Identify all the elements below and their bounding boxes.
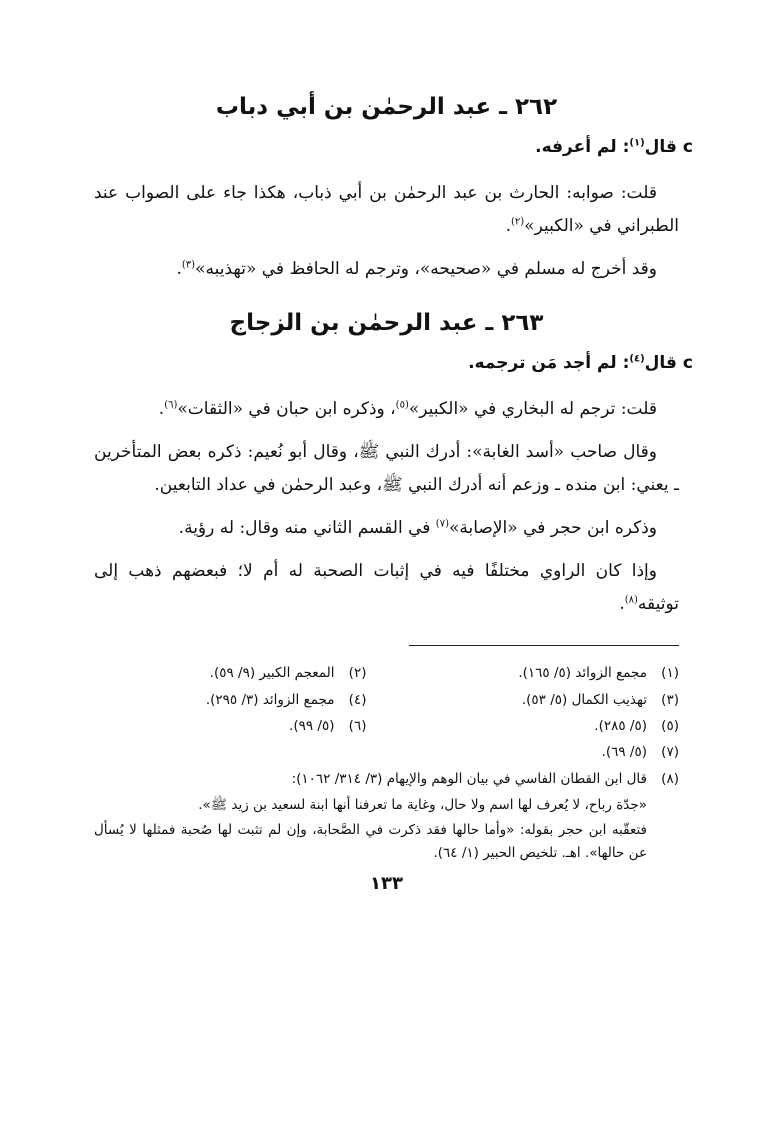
quoted-statement-262	[94, 135, 693, 161]
footnotes	[94, 660, 679, 864]
quoted-statement-263	[94, 351, 693, 377]
footnote-3: (٣) تهذيب الكمال (٥/ ٥٣).	[521, 691, 679, 708]
footnote-ref: (٧)	[435, 518, 449, 530]
quote-text: : لم أعرفه.	[535, 137, 630, 158]
paragraph: وذكره ابن حجر في «الإصابة»$^{(٧)}$ في القسم الثاني منه وقال: له رؤية.	[178, 517, 657, 538]
paragraph: قلت: ترجم له البخاري في «الكبير»$^{(٥)}$، وذكره ابن حبان في «الثقات»$^{(٦)}$.	[158, 398, 657, 419]
entry-title-263: ٢٦٣ ـ عبد الرحمٰن بن الزجاج	[229, 309, 544, 336]
footnote-8: (٨) قال ابن القطان الفاسي في بيان الوهم والإيهام (٣/ ٣١٤/ ١٠٦٢): «جدّة رباح، لا يُعرف لها اسم ولا حال، وغاية ما تعرفنا أنها ابنة لسعيد بن زيد ﷺ». فتعقّبه ابن حجر بقوله: «وأما حالها فقد ذكرت في الصَّحابة، وإن لم تثبت لها صُحبة فمثلها لا يُسأل عن حالها». اهـ. تلخيص الحبير (١/ ٦٤).	[94, 770, 679, 861]
quote-label: قال	[644, 353, 677, 374]
footnote-6: (٦) (٥/ ٩٩).	[289, 717, 367, 734]
paragraph: وقد أخرج له مسلم في «صحيحه»، وترجم له الحافظ في «تهذيبه»$^{(٣)}$.	[176, 258, 657, 279]
footnote-1: (١) مجمع الزوائد (٥/ ١٦٥).	[518, 665, 679, 682]
quote-text: : لم أجد مَن ترجمه.	[468, 353, 630, 374]
footnote-7: (٧) (٥/ ٦٩).	[601, 744, 679, 761]
footnote-divider	[409, 645, 679, 646]
quote-label: قال	[644, 137, 677, 158]
paragraph: وإذا كان الراوي مختلفًا فيه في إثبات الصحبة له أم لا؛ فبعضهم ذهب إلى توثيقه$^{(٨)}$.	[94, 561, 679, 615]
bullet-mark: c	[682, 353, 693, 374]
footnote-ref: (٦)	[164, 398, 178, 410]
paragraph: قلت: صوابه: الحارث بن عبد الرحمٰن بن أبي ذباب، هكذا جاء على الصواب عند الطبراني في «الكبير»$^{(٢)}$.	[94, 182, 679, 236]
paragraph: وقال صاحب «أسد الغابة»: أدرك النبي ﷺ، وقال أبو نُعيم: ذكره بعض المتأخرين ـ يعني: ابن منده ـ وزعم أنه أدرك النبي ﷺ، وعبد الرحمٰن في عداد التابعين.	[94, 441, 679, 495]
bullet-mark: c	[682, 137, 693, 158]
footnote-4: (٤) مجمع الزوائد (٣/ ٢٩٥).	[205, 691, 367, 708]
footnote-5: (٥) (٥/ ٢٨٥).	[594, 717, 679, 734]
entry-title-262: ٢٦٢ ـ عبد الرحمٰن بن أبي دباب	[215, 94, 558, 120]
page-number: ١٣٣	[370, 872, 403, 894]
footnote-ref: (٣)	[181, 259, 196, 271]
footnote-ref: (٨)	[624, 594, 638, 606]
footnote-ref: (٥)	[395, 398, 409, 410]
footnote-ref: (١)	[629, 137, 645, 149]
footnote-ref: (٢)	[510, 216, 525, 228]
footnote-ref: (٤)	[629, 353, 645, 365]
footnote-2: (٢) المعجم الكبير (٩/ ٥٩).	[209, 665, 367, 682]
